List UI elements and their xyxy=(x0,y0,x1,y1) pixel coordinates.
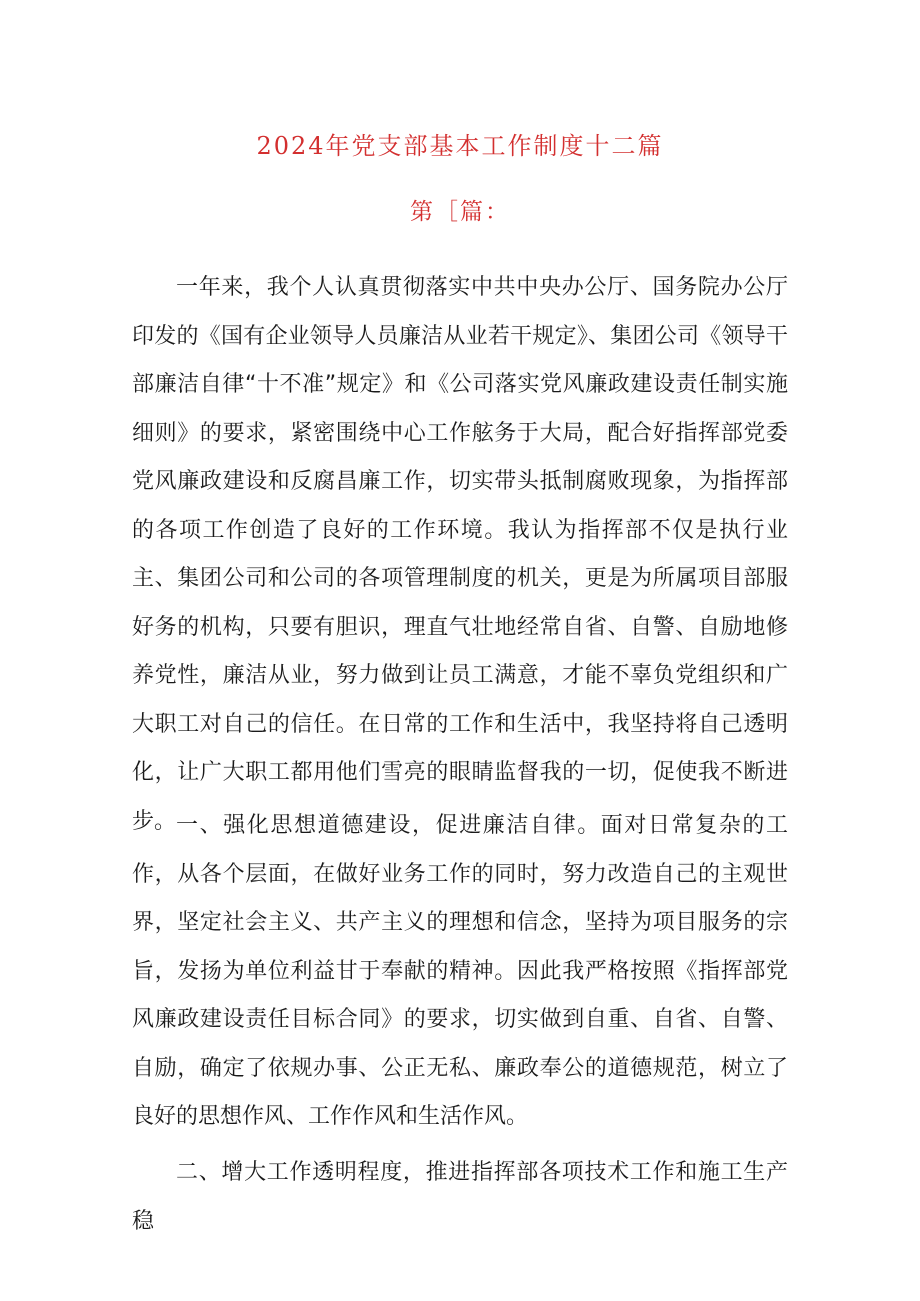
body-paragraph-1: 一年来，我个人认真贯彻落实中共中央办公厅、国务院办公厅印发的《国有企业领导人员廉洁从业若干规定》、集团公司《领导干部廉洁自律“十不准”规定》和《公司落实党风廉政建设责任制实施细则》的要求，紧密围绕中心工作舷务于大局，配合好指挥部党委党风廉政建设和反腐昌廉工作，切实带头抵制腐败现象，为指挥部的各项工作创造了良好的工作环境。我认为指挥部不仅是执行业主、集团公司和公司的各项管理制度的机关，更是为所属项目部服好务的机构，只要有胆识，理直气壮地经常自省、自警、自励地修养党性，廉洁从业，努力做到让员工满意，才能不辜负党组织和广大职工对自己的信任。在日常的工作和生活中，我坚持将自己透明化，让广大职工都用他们雪亮的眼睛监督我的一切，促使我不断进步。 xyxy=(132,275,788,834)
body-paragraph-3: 二、增大工作透明程度，推进指挥部各项技术工作和施工生产稳 xyxy=(132,1160,788,1234)
document-title: 2024年党支部基本工作制度十二篇 xyxy=(256,132,664,160)
body-paragraph-2: 一、强化思想道德建设，促进廉洁自律。面对日常复杂的工作，从各个层面，在做好业务工作的同时，努力改造自己的主观世界，坚定社会主义、共产主义的理想和信念，坚持为项目服务的宗旨，发扬为单位利益甘于奉献的精神。因此我严格按照《指挥部党风廉政建设责任目标合同》的要求，切实做到自重、自省、自警、自励，确定了依规办事、公正无私、廉政奉公的道德规范，树立了良好的思想作风、工作作风和生活作风。 xyxy=(132,813,788,1129)
document-subtitle: 第［篇： xyxy=(410,199,510,225)
